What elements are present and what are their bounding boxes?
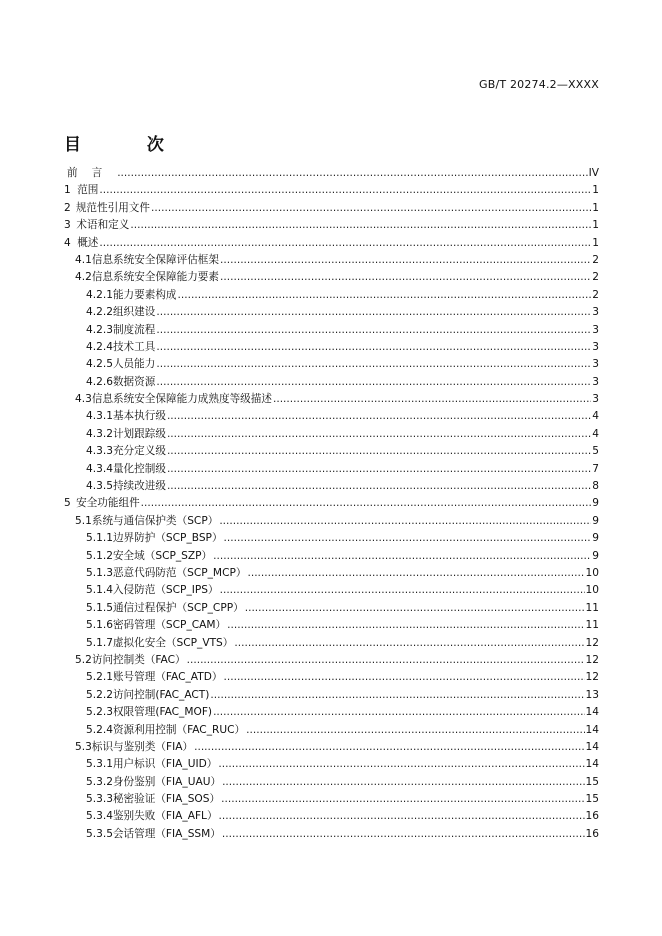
toc-entry[interactable] — [64, 391, 599, 408]
toc-entry-title: 访问控制(FAC_ACT) — [112, 688, 210, 701]
toc-entry[interactable] — [64, 304, 599, 321]
toc-entry[interactable] — [64, 322, 599, 339]
toc-dot-leader — [273, 391, 591, 408]
toc-entry[interactable] — [64, 443, 599, 460]
toc-entry[interactable] — [64, 356, 599, 373]
toc-entry-number: 4.3.3 — [86, 445, 113, 458]
toc-entry[interactable] — [64, 513, 599, 530]
toc-dot-leader — [234, 635, 584, 652]
toc-entry-page-number: IV — [588, 167, 599, 179]
toc-entry-number: 5.3 — [75, 740, 92, 753]
toc-entry-page-number: 8 — [592, 480, 599, 493]
toc-entry-page-number: 12 — [585, 653, 599, 666]
toc-dot-leader — [219, 808, 585, 825]
toc-entry-page-number: 1 — [592, 219, 599, 232]
toc-entry-number: 1 — [64, 184, 71, 197]
toc-entry-title: 会话管理（FIA_SSM） — [112, 827, 221, 840]
toc-entry-title: 用户标识（FIA_UID） — [112, 758, 218, 771]
toc-dot-leader — [156, 304, 591, 321]
toc-dot-leader — [156, 322, 591, 339]
toc-dot-leader — [167, 408, 591, 425]
toc-entry-title: 资源利用控制（FAC_RUC） — [112, 723, 246, 736]
toc-entry-title: 权限管理(FAC_MOF) — [112, 706, 213, 719]
toc-entry-title: 安全域（SCP_SZP） — [112, 549, 213, 562]
toc-entry-number: 5.1.6 — [86, 619, 113, 632]
toc-entry-number: 5.1.2 — [86, 549, 113, 562]
toc-entry-number: 5.3.4 — [86, 810, 113, 823]
toc-dot-leader — [222, 826, 585, 843]
toc-entry-title: 能力要素构成 — [112, 288, 177, 301]
toc-dot-leader — [220, 582, 585, 599]
toc-dot-leader — [222, 774, 584, 791]
table-of-contents — [64, 165, 599, 843]
toc-entry[interactable] — [64, 165, 599, 182]
toc-entry[interactable] — [64, 808, 599, 825]
toc-entry[interactable] — [64, 478, 599, 495]
toc-entry-title: 概述 — [77, 236, 99, 249]
toc-dot-leader — [156, 374, 591, 391]
toc-entry-number: 4.2.2 — [86, 306, 113, 319]
toc-dot-leader — [220, 252, 591, 269]
toc-entry-title: 制度流程 — [112, 323, 156, 336]
toc-entry-title: 范围 — [77, 184, 99, 197]
toc-entry-page-number: 7 — [592, 462, 599, 475]
toc-dot-leader — [156, 356, 591, 373]
toc-entry-number: 5.1.1 — [86, 532, 113, 545]
toc-entry[interactable] — [64, 426, 599, 443]
toc-entry-title: 前言 — [67, 167, 117, 179]
toc-entry-number: 5.1.7 — [86, 636, 113, 649]
toc-entry-number: 4.2.6 — [86, 375, 113, 388]
toc-entry-page-number: 14 — [585, 740, 599, 753]
toc-dot-leader — [117, 165, 587, 182]
toc-entry-title: 安全功能组件 — [76, 497, 140, 510]
toc-entry[interactable] — [64, 495, 599, 512]
toc-entry-title: 术语和定义 — [76, 219, 130, 232]
page-title: 目 次 — [64, 135, 194, 155]
toc-dot-leader — [245, 600, 585, 617]
toc-dot-leader — [167, 426, 591, 443]
toc-entry-number: 4.3.4 — [86, 462, 113, 475]
toc-entry[interactable] — [64, 339, 599, 356]
toc-entry-number: 4.2 — [75, 271, 92, 284]
toc-entry-number: 5.1.5 — [86, 601, 113, 614]
toc-entry-number: 4.3.2 — [86, 427, 113, 440]
toc-entry-title: 技术工具 — [112, 340, 156, 353]
toc-entry[interactable] — [64, 582, 599, 599]
toc-entry-title: 访问控制类（FAC） — [91, 653, 186, 666]
document-number: GB/T 20274.2—XXXX — [478, 78, 599, 91]
toc-entry-number: 5.3.5 — [86, 827, 113, 840]
toc-entry-number: 4.2.4 — [86, 340, 113, 353]
toc-entry[interactable] — [64, 200, 599, 217]
toc-entry-title: 入侵防范（SCP_IPS） — [112, 584, 219, 597]
toc-entry-title: 标识与鉴别类（FIA） — [91, 740, 194, 753]
toc-entry[interactable] — [64, 252, 599, 269]
toc-entry-number: 4.3.1 — [86, 410, 113, 423]
toc-entry-number: 5 — [64, 497, 71, 510]
toc-entry-page-number: 4 — [592, 427, 599, 440]
toc-entry-page-number: 9 — [592, 532, 599, 545]
toc-entry-title: 边界防护（SCP_BSP） — [112, 532, 223, 545]
toc-entry-page-number: 3 — [592, 306, 599, 319]
toc-entry[interactable] — [64, 269, 599, 286]
toc-entry-title: 密码管理（SCP_CAM） — [112, 619, 227, 632]
toc-entry-number: 5.1.3 — [86, 566, 113, 579]
toc-entry-title: 通信过程保护（SCP_CPP） — [112, 601, 244, 614]
toc-entry-page-number: 2 — [592, 253, 599, 266]
toc-entry[interactable] — [64, 635, 599, 652]
toc-entry-title: 规范性引用文件 — [75, 201, 150, 214]
toc-entry[interactable] — [64, 774, 599, 791]
toc-dot-leader — [218, 756, 584, 773]
toc-entry[interactable] — [64, 461, 599, 478]
toc-entry-title: 秘密验证（FIA_SOS） — [112, 793, 221, 806]
toc-entry-page-number: 9 — [592, 497, 599, 510]
toc-entry[interactable] — [64, 704, 599, 721]
toc-entry-title: 计划跟踪级 — [112, 427, 166, 440]
toc-entry-number: 5.2.1 — [86, 671, 113, 684]
toc-entry[interactable] — [64, 669, 599, 686]
toc-entry-page-number: 16 — [585, 810, 599, 823]
toc-entry-number: 5.3.1 — [86, 758, 113, 771]
toc-entry-page-number: 1 — [592, 201, 599, 214]
toc-entry[interactable] — [64, 235, 599, 252]
toc-entry-title: 信息系统安全保障评估框架 — [91, 253, 219, 266]
toc-entry-page-number: 2 — [592, 288, 599, 301]
toc-dot-leader — [167, 461, 591, 478]
toc-entry-page-number: 10 — [585, 566, 599, 579]
toc-entry-number: 5.2.4 — [86, 723, 113, 736]
toc-entry-page-number: 2 — [592, 271, 599, 284]
toc-entry[interactable] — [64, 374, 599, 391]
toc-dot-leader — [99, 235, 591, 252]
toc-dot-leader — [224, 530, 592, 547]
toc-dot-leader — [167, 478, 591, 495]
toc-entry-title: 量化控制级 — [112, 462, 166, 475]
toc-entry[interactable] — [64, 548, 599, 565]
toc-entry-page-number: 13 — [585, 688, 599, 701]
toc-dot-leader — [151, 200, 591, 217]
toc-entry-title: 充分定义级 — [112, 445, 166, 458]
toc-entry[interactable] — [64, 826, 599, 843]
toc-entry-title: 数据资源 — [112, 375, 156, 388]
toc-entry[interactable] — [64, 652, 599, 669]
toc-dot-leader — [220, 269, 591, 286]
toc-entry-number: 5.3.3 — [86, 793, 113, 806]
toc-entry-page-number: 1 — [592, 236, 599, 249]
toc-dot-leader — [219, 513, 591, 530]
toc-entry-page-number: 3 — [592, 393, 599, 406]
toc-dot-leader — [99, 182, 591, 199]
toc-dot-leader — [210, 687, 584, 704]
toc-dot-leader — [187, 652, 585, 669]
toc-dot-leader — [223, 669, 584, 686]
toc-entry-page-number: 14 — [585, 758, 599, 771]
toc-entry-number: 4.2.5 — [86, 358, 113, 371]
toc-entry-page-number: 9 — [592, 514, 599, 527]
toc-dot-leader — [130, 217, 591, 234]
toc-dot-leader — [246, 722, 584, 739]
toc-entry-number: 3 — [64, 219, 71, 232]
toc-entry-number: 4.3.5 — [86, 480, 113, 493]
toc-entry-page-number: 11 — [585, 619, 599, 632]
toc-entry-number: 5.1 — [75, 514, 92, 527]
toc-entry-page-number: 3 — [592, 375, 599, 388]
toc-entry[interactable] — [64, 530, 599, 547]
toc-entry-title: 账号管理（FAC_ATD） — [112, 671, 223, 684]
toc-entry-number: 2 — [64, 201, 71, 214]
toc-entry-page-number: 15 — [585, 793, 599, 806]
toc-entry-page-number: 4 — [592, 410, 599, 423]
toc-dot-leader — [213, 704, 584, 721]
toc-entry-title: 组织建设 — [112, 306, 156, 319]
toc-entry-page-number: 16 — [585, 827, 599, 840]
toc-entry-page-number: 5 — [592, 445, 599, 458]
toc-entry[interactable] — [64, 408, 599, 425]
toc-entry-title: 基本执行级 — [112, 410, 166, 423]
toc-entry[interactable] — [64, 739, 599, 756]
toc-entry-number: 4.1 — [75, 253, 92, 266]
toc-entry-page-number: 14 — [585, 723, 599, 736]
toc-entry-page-number: 3 — [592, 358, 599, 371]
toc-entry[interactable] — [64, 217, 599, 234]
toc-entry[interactable] — [64, 617, 599, 634]
toc-dot-leader — [178, 287, 592, 304]
toc-entry-title: 虚拟化安全（SCP_VTS） — [112, 636, 234, 649]
toc-entry-title: 恶意代码防范（SCP_MCP） — [112, 566, 247, 579]
toc-entry[interactable] — [64, 287, 599, 304]
toc-entry-number: 4 — [64, 236, 71, 249]
toc-entry[interactable] — [64, 687, 599, 704]
toc-dot-leader — [247, 565, 584, 582]
toc-dot-leader — [227, 617, 584, 634]
toc-dot-leader — [213, 548, 591, 565]
toc-entry-title: 信息系统安全保障能力要素 — [91, 271, 219, 284]
toc-entry-title: 身份鉴别（FIA_UAU） — [112, 775, 222, 788]
toc-entry[interactable] — [64, 182, 599, 199]
toc-entry-page-number: 3 — [592, 323, 599, 336]
toc-dot-leader — [141, 495, 592, 512]
toc-entry-page-number: 14 — [585, 706, 599, 719]
toc-entry-title: 持续改进级 — [112, 480, 166, 493]
toc-dot-leader — [167, 443, 591, 460]
toc-entry-page-number: 9 — [592, 549, 599, 562]
toc-entry-page-number: 3 — [592, 340, 599, 353]
toc-entry-title: 系统与通信保护类（SCP） — [91, 514, 219, 527]
toc-entry-number: 4.3 — [75, 393, 92, 406]
toc-entry-number: 5.2.3 — [86, 706, 113, 719]
toc-entry-number: 5.3.2 — [86, 775, 113, 788]
toc-entry-number: 5.1.4 — [86, 584, 113, 597]
toc-entry[interactable] — [64, 565, 599, 582]
toc-entry-page-number: 15 — [585, 775, 599, 788]
toc-entry-page-number: 12 — [585, 671, 599, 684]
toc-entry-number: 4.2.1 — [86, 288, 113, 301]
toc-entry[interactable] — [64, 600, 599, 617]
toc-dot-leader — [194, 739, 584, 756]
toc-entry-page-number: 12 — [585, 636, 599, 649]
toc-entry[interactable] — [64, 756, 599, 773]
toc-entry-number: 5.2.2 — [86, 688, 113, 701]
toc-entry-number: 5.2 — [75, 653, 92, 666]
toc-entry-page-number: 10 — [585, 584, 599, 597]
toc-entry-title: 人员能力 — [112, 358, 156, 371]
toc-entry[interactable] — [64, 791, 599, 808]
toc-dot-leader — [156, 339, 591, 356]
toc-entry-number: 4.2.3 — [86, 323, 113, 336]
toc-entry-title: 信息系统安全保障能力成熟度等级描述 — [91, 393, 272, 406]
toc-entry-page-number: 11 — [585, 601, 599, 614]
toc-entry-page-number: 1 — [592, 184, 599, 197]
toc-dot-leader — [221, 791, 584, 808]
toc-entry-title: 鉴别失败（FIA_AFL） — [112, 810, 218, 823]
toc-entry[interactable] — [64, 722, 599, 739]
